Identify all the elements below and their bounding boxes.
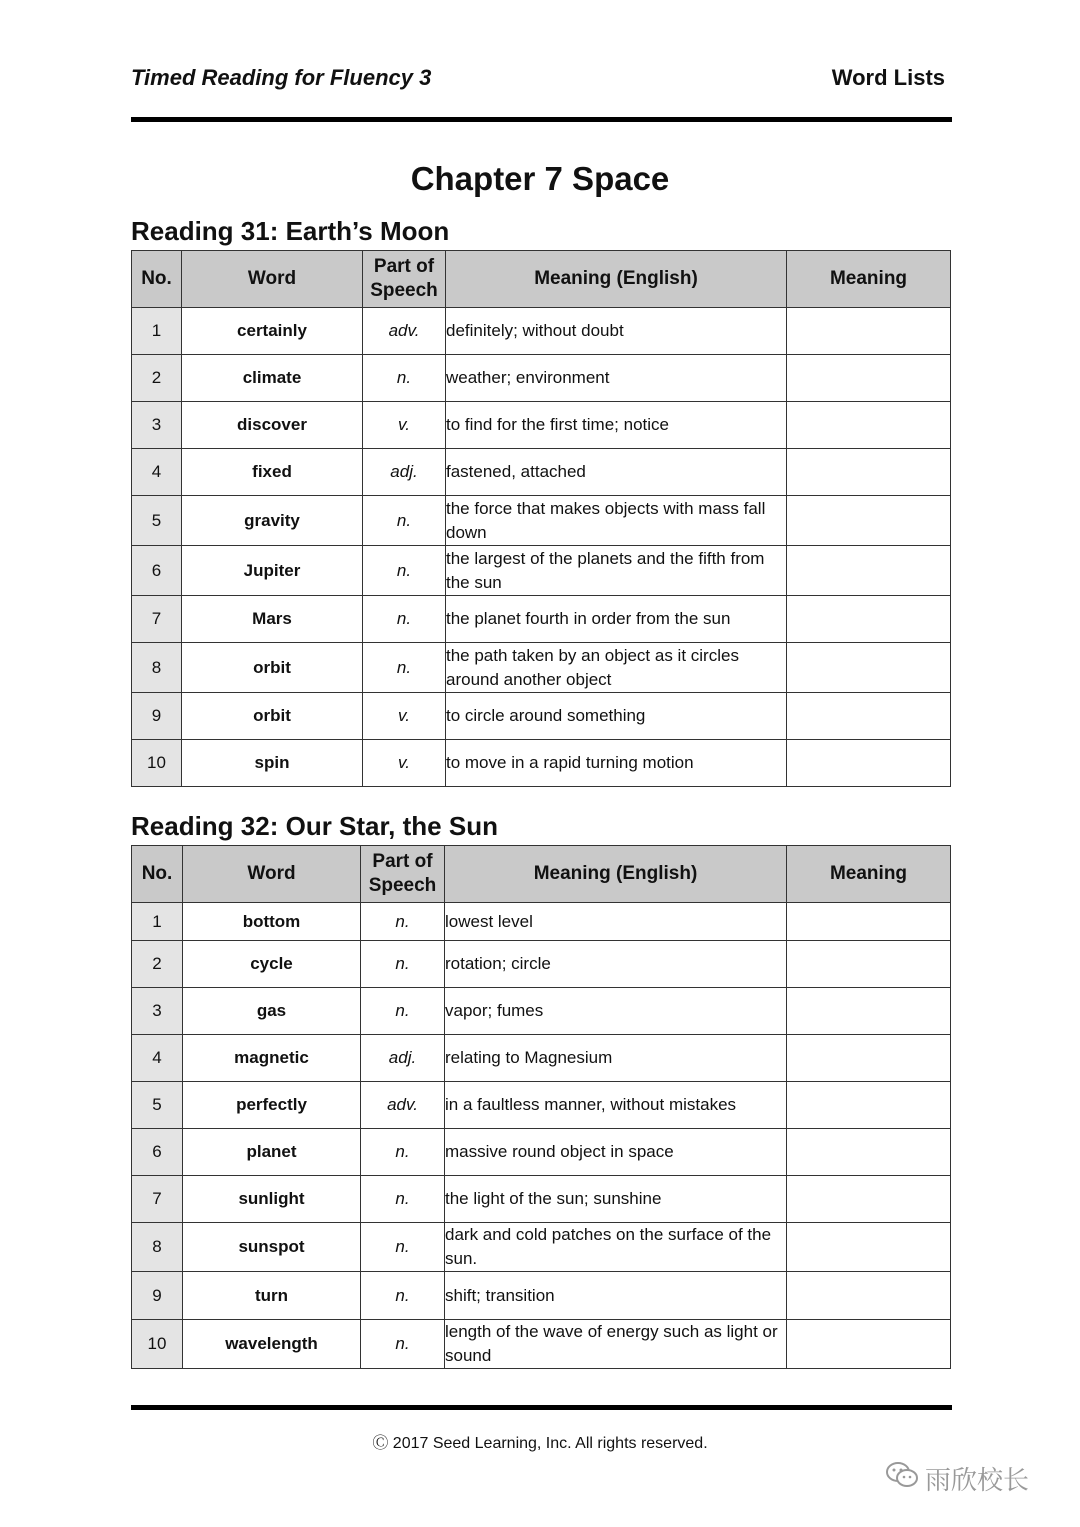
table-row	[132, 988, 951, 1035]
word-cell: planet	[183, 1129, 361, 1176]
part-of-speech-cell: n.	[361, 1176, 445, 1223]
word-number: 7	[132, 1176, 183, 1223]
word-cell: orbit	[182, 643, 363, 693]
meaning-cell	[787, 1272, 951, 1320]
meaning-cell	[787, 402, 951, 449]
meaning-english-cell: fastened, attached	[446, 449, 787, 496]
footer-rule	[131, 1405, 952, 1410]
col-word: Word	[183, 846, 361, 903]
reading-31-table	[131, 250, 951, 787]
chapter-title: Chapter 7 Space	[410, 160, 670, 197]
meaning-cell	[787, 941, 951, 988]
table-row	[132, 1320, 951, 1369]
part-of-speech-cell: adv.	[363, 308, 446, 355]
table-row	[132, 1223, 951, 1272]
word-cell: orbit	[182, 693, 363, 740]
word-number: 8	[132, 643, 182, 693]
col-word: Word	[182, 251, 363, 308]
meaning-cell	[787, 693, 951, 740]
watermark	[885, 1460, 1029, 1497]
word-cell: climate	[182, 355, 363, 402]
part-of-speech-cell: adj.	[363, 449, 446, 496]
word-cell: bottom	[183, 903, 361, 941]
meaning-english-cell: to move in a rapid turning motion	[446, 740, 787, 787]
meaning-cell	[787, 355, 951, 402]
col-no: No.	[132, 251, 182, 308]
book-title: Timed Reading for Fluency 3	[131, 65, 432, 90]
meaning-cell	[787, 449, 951, 496]
table-row	[132, 693, 951, 740]
word-number: 1	[132, 903, 183, 941]
part-of-speech-cell: v.	[363, 740, 446, 787]
part-of-speech-cell: v.	[363, 402, 446, 449]
meaning-cell	[787, 740, 951, 787]
word-number: 10	[132, 740, 182, 787]
meaning-english-cell: the light of the sun; sunshine	[445, 1176, 787, 1223]
meaning-cell	[787, 596, 951, 643]
table-row	[132, 355, 951, 402]
col-meaning: Meaning	[787, 251, 951, 308]
table-row	[132, 1035, 951, 1082]
page-header	[131, 60, 945, 96]
meaning-english-cell: the planet fourth in order from the sun	[446, 596, 787, 643]
col-pos: Part of Speech	[363, 251, 446, 308]
word-number: 8	[132, 1223, 183, 1272]
meaning-english-cell: the force that makes objects with mass fall down	[446, 496, 787, 546]
meaning-cell	[787, 496, 951, 546]
word-number: 6	[132, 546, 182, 596]
table-row	[132, 308, 951, 355]
reading-32-table	[131, 845, 951, 1369]
col-no: No.	[132, 846, 183, 903]
word-number: 3	[132, 988, 183, 1035]
part-of-speech-cell: n.	[363, 643, 446, 693]
part-of-speech-cell: n.	[363, 496, 446, 546]
table-row	[132, 941, 951, 988]
meaning-cell	[787, 1176, 951, 1223]
header-rule	[131, 117, 952, 122]
word-cell: cycle	[183, 941, 361, 988]
word-number: 9	[132, 693, 182, 740]
word-cell: sunspot	[183, 1223, 361, 1272]
word-number: 4	[132, 449, 182, 496]
word-cell: magnetic	[183, 1035, 361, 1082]
word-cell: gas	[183, 988, 361, 1035]
word-cell: certainly	[182, 308, 363, 355]
meaning-cell	[787, 308, 951, 355]
table-row	[132, 596, 951, 643]
section-label: Word Lists	[831, 65, 945, 90]
col-meaning: Meaning	[787, 846, 951, 903]
word-cell: fixed	[182, 449, 363, 496]
table-row	[132, 449, 951, 496]
word-number: 4	[132, 1035, 183, 1082]
part-of-speech-cell: adv.	[361, 1082, 445, 1129]
col-meaning-en: Meaning (English)	[446, 251, 787, 308]
word-cell: discover	[182, 402, 363, 449]
word-number: 2	[132, 355, 182, 402]
part-of-speech-cell: adj.	[361, 1035, 445, 1082]
word-cell: perfectly	[183, 1082, 361, 1129]
meaning-cell	[787, 546, 951, 596]
part-of-speech-cell: n.	[361, 941, 445, 988]
meaning-english-cell: vapor; fumes	[445, 988, 787, 1035]
part-of-speech-cell: n.	[363, 596, 446, 643]
part-of-speech-cell: n.	[361, 903, 445, 941]
word-number: 7	[132, 596, 182, 643]
header-row	[132, 846, 951, 903]
col-pos: Part of Speech	[361, 846, 445, 903]
table-row	[132, 496, 951, 546]
part-of-speech-cell: v.	[363, 693, 446, 740]
meaning-cell	[787, 1035, 951, 1082]
meaning-cell	[787, 1223, 951, 1272]
reading-31-title: Reading 31: Earth’s Moon	[131, 216, 450, 246]
part-of-speech-cell: n.	[361, 1129, 445, 1176]
meaning-english-cell: in a faultless manner, without mistakes	[445, 1082, 787, 1129]
meaning-english-cell: rotation; circle	[445, 941, 787, 988]
meaning-english-cell: dark and cold patches on the surface of the sun.	[445, 1223, 787, 1272]
table-row	[132, 903, 951, 941]
header-row	[132, 251, 951, 308]
part-of-speech-cell: n.	[361, 1272, 445, 1320]
word-cell: Jupiter	[182, 546, 363, 596]
part-of-speech-cell: n.	[363, 355, 446, 402]
table-row	[132, 1176, 951, 1223]
meaning-cell	[787, 903, 951, 941]
table-row	[132, 643, 951, 693]
meaning-english-cell: relating to Magnesium	[445, 1035, 787, 1082]
part-of-speech-cell: n.	[361, 1320, 445, 1369]
word-cell: gravity	[182, 496, 363, 546]
watermark-text: 雨欣校长	[925, 1466, 1030, 1496]
meaning-cell	[787, 1320, 951, 1369]
meaning-english-cell: to circle around something	[446, 693, 787, 740]
meaning-english-cell: the largest of the planets and the fifth from the sun	[446, 546, 787, 596]
word-number: 10	[132, 1320, 183, 1369]
meaning-english-cell: to find for the first time; notice	[446, 402, 787, 449]
word-number: 1	[132, 308, 182, 355]
reading-32-title: Reading 32: Our Star, the Sun	[131, 811, 498, 841]
word-cell: spin	[182, 740, 363, 787]
word-cell: sunlight	[183, 1176, 361, 1223]
word-cell: turn	[183, 1272, 361, 1320]
meaning-english-cell: massive round object in space	[445, 1129, 787, 1176]
word-number: 6	[132, 1129, 183, 1176]
wechat-icon	[885, 1461, 919, 1496]
word-cell: Mars	[182, 596, 363, 643]
table-row	[132, 1129, 951, 1176]
meaning-english-cell: shift; transition	[445, 1272, 787, 1320]
col-meaning-en: Meaning (English)	[445, 846, 787, 903]
word-number: 9	[132, 1272, 183, 1320]
meaning-cell	[787, 643, 951, 693]
meaning-english-cell: definitely; without doubt	[446, 308, 787, 355]
meaning-cell	[787, 1082, 951, 1129]
table-row	[132, 546, 951, 596]
meaning-english-cell: lowest level	[445, 903, 787, 941]
part-of-speech-cell: n.	[361, 988, 445, 1035]
meaning-english-cell: weather; environment	[446, 355, 787, 402]
word-number: 3	[132, 402, 182, 449]
table-row	[132, 402, 951, 449]
word-number: 5	[132, 1082, 183, 1129]
copyright: Ⓒ 2017 Seed Learning, Inc. All rights reserved.	[372, 1435, 708, 1452]
part-of-speech-cell: n.	[363, 546, 446, 596]
word-number: 2	[132, 941, 183, 988]
table-row	[132, 740, 951, 787]
meaning-english-cell: the path taken by an object as it circles around another object	[446, 643, 787, 693]
word-cell: wavelength	[183, 1320, 361, 1369]
meaning-cell	[787, 1129, 951, 1176]
part-of-speech-cell: n.	[361, 1223, 445, 1272]
table-row	[132, 1272, 951, 1320]
word-number: 5	[132, 496, 182, 546]
meaning-cell	[787, 988, 951, 1035]
table-row	[132, 1082, 951, 1129]
meaning-english-cell: length of the wave of energy such as light or sound	[445, 1320, 787, 1369]
